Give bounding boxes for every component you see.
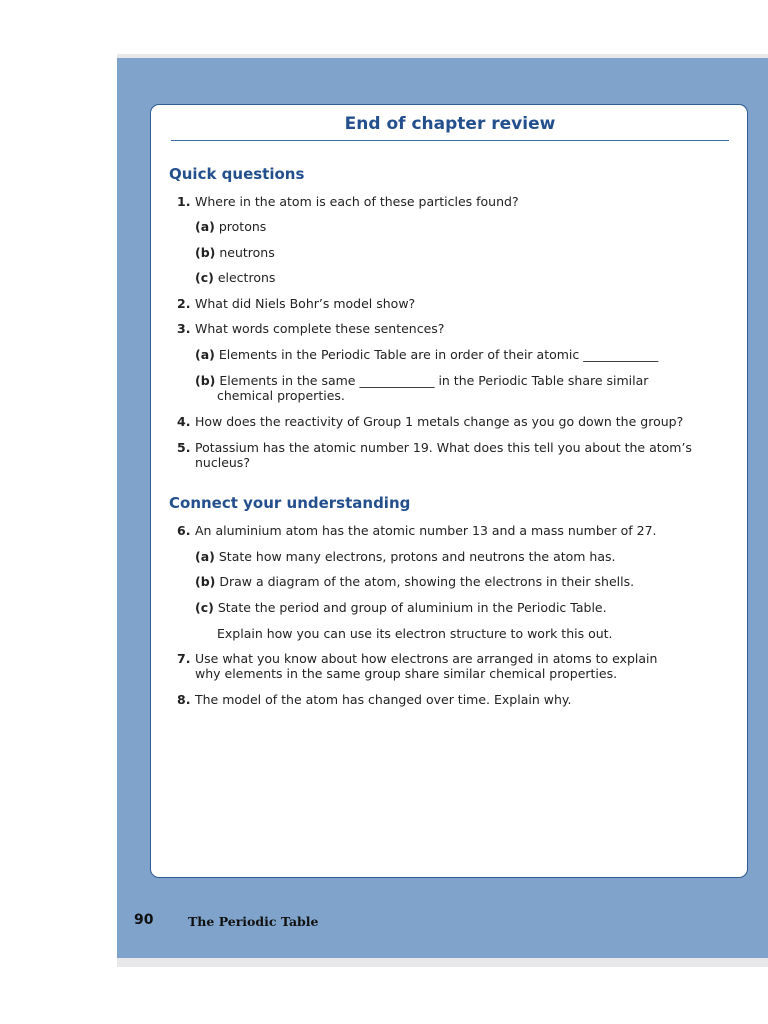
question-8: 8. The model of the atom has changed over time. Explain why. [177,692,572,707]
question-5: 5. Potassium has the atomic number 19. What does this tell you about the atom’s [177,440,692,455]
question-5-cont: nucleus? [195,455,250,470]
question-3b-cont: chemical properties. [217,388,345,403]
question-4: 4. How does the reactivity of Group 1 metals change as you go down the group? [177,414,684,429]
question-6a: (a) State how many electrons, protons and neutrons the atom has. [195,549,616,564]
question-1b: (b) neutrons [195,245,275,260]
question-1a: (a) protons [195,219,267,234]
question-1c: (c) electrons [195,270,276,285]
page-title: End of chapter review [344,114,556,134]
review-card [150,104,748,878]
question-2: 2. What did Niels Bohr’s model show? [177,296,416,311]
title-rule [171,140,729,141]
question-3b: (b) Elements in the same ____________ in the Periodic Table share similar [195,373,649,388]
question-6: 6. An aluminium atom has the atomic number 13 and a mass number of 27. [177,523,657,538]
question-6b: (b) Draw a diagram of the atom, showing the electrons in their shells. [195,574,635,589]
question-7-cont: why elements in the same group share similar chemical properties. [195,666,618,681]
section-connect-understanding: Connect your understanding [169,494,411,512]
question-3a: (a) Elements in the Periodic Table are in order of their atomic ____________ [195,347,659,362]
chapter-title: The Periodic Table [188,914,319,929]
page-number: 90 [134,912,154,928]
question-1: 1. Where in the atom is each of these particles found? [177,194,519,209]
question-3: 3. What words complete these sentences? [177,321,445,336]
question-6c-cont: Explain how you can use its electron structure to work this out. [217,626,613,641]
section-quick-questions: Quick questions [169,165,305,183]
question-7: 7. Use what you know about how electrons are arranged in atoms to explain [177,651,658,666]
question-6c: (c) State the period and group of aluminium in the Periodic Table. [195,600,607,615]
